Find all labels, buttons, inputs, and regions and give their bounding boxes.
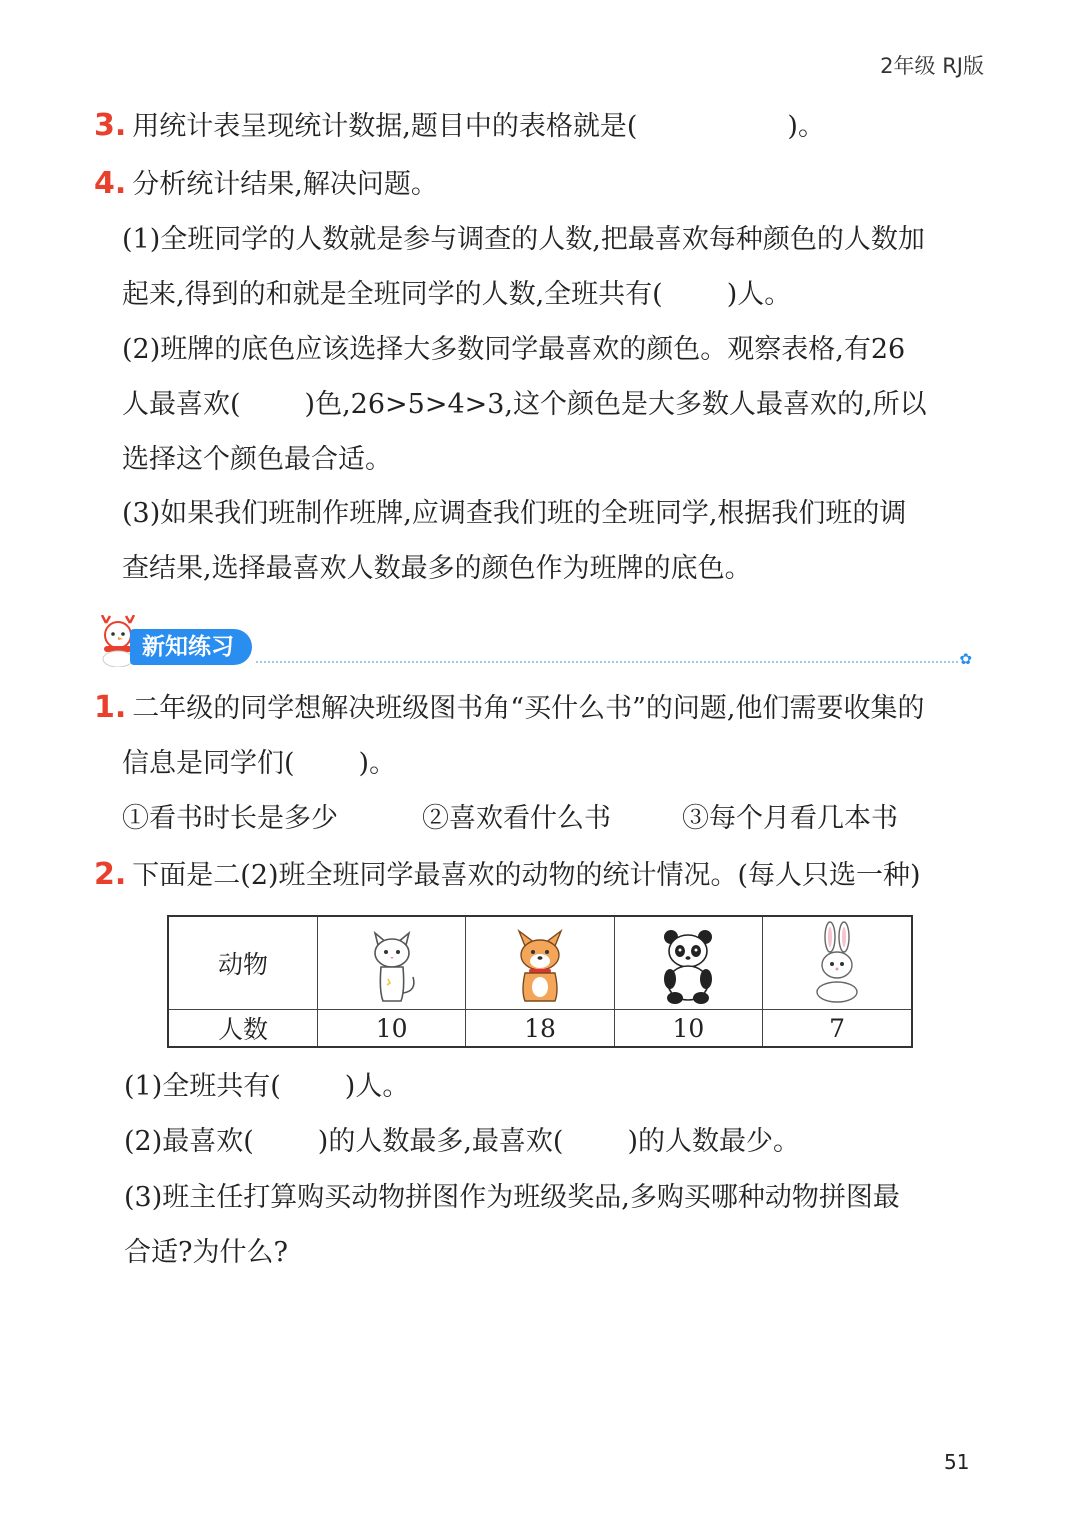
sub-question-1 bbox=[124, 1067, 1080, 1107]
answer-paragraph-line: (1)全班同学的人数就是参与调查的人数,把最喜欢每种颜色的人数加 bbox=[122, 224, 925, 255]
option-row bbox=[122, 799, 1080, 839]
question-text: 信息是同学们( bbox=[122, 748, 295, 779]
answer-paragraph-line: (3)如果我们班制作班牌,应调查我们班的全班同学,根据我们班的调 bbox=[122, 498, 907, 529]
answer-paragraph-line: 查结果,选择最喜欢人数最多的颜色作为班牌的底色。 bbox=[122, 553, 752, 584]
table-cell bbox=[763, 916, 912, 1010]
question-number: 4. bbox=[94, 166, 127, 201]
panda-icon bbox=[653, 921, 723, 1005]
count-cell: 7 bbox=[763, 1010, 912, 1048]
practice-question-1 bbox=[94, 688, 1080, 729]
cat-icon bbox=[357, 921, 427, 1005]
count-cell: 10 bbox=[318, 1010, 466, 1048]
count-cell: 10 bbox=[614, 1010, 762, 1048]
paragraph-text: )人。 bbox=[726, 279, 792, 310]
grade-edition-label: 2年级 RJ版 bbox=[880, 54, 984, 78]
option-2[interactable]: ②喜欢看什么书 bbox=[422, 803, 611, 834]
question-text: 下面是二(2)班全班同学最喜欢的动物的统计情况。(每人只选一种) bbox=[132, 860, 921, 891]
answer-paragraph-line: 选择这个颜色最合适。 bbox=[122, 444, 392, 475]
question-line bbox=[122, 744, 1080, 784]
review-question-4 bbox=[94, 164, 1080, 205]
sub-question-2 bbox=[124, 1122, 1080, 1162]
paragraph-text: 人最喜欢( bbox=[122, 389, 241, 420]
paragraph-text: )色,26>5>4>3,这个颜色是大多数人最喜欢的,所以 bbox=[304, 389, 927, 420]
section-banner bbox=[96, 615, 976, 667]
row-header: 人数 bbox=[168, 1010, 318, 1048]
flower-icon: ✿ bbox=[959, 650, 972, 668]
count-cell: 18 bbox=[466, 1010, 614, 1048]
question-text-end: )。 bbox=[787, 111, 825, 142]
section-title: 新知练习 bbox=[130, 629, 252, 665]
question-number: 2. bbox=[94, 857, 127, 892]
table-row bbox=[168, 916, 912, 1010]
question-text: )的人数最多,最喜欢( bbox=[317, 1126, 564, 1157]
table-cell bbox=[318, 916, 466, 1010]
table-cell bbox=[466, 916, 614, 1010]
question-number: 1. bbox=[94, 690, 127, 725]
question-text: 分析统计结果,解决问题。 bbox=[132, 169, 438, 200]
question-text: )人。 bbox=[344, 1071, 410, 1102]
question-text: 二年级的同学想解决班级图书角“买什么书”的问题,他们需要收集的 bbox=[132, 693, 925, 724]
question-text: (1)全班共有( bbox=[124, 1071, 281, 1102]
animal-statistics-table bbox=[167, 915, 913, 1048]
answer-paragraph-line bbox=[122, 385, 1080, 425]
option-3[interactable]: ③每个月看几本书 bbox=[682, 803, 898, 834]
question-text: (2)最喜欢( bbox=[124, 1126, 254, 1157]
question-text: )的人数最少。 bbox=[627, 1126, 800, 1157]
row-header: 动物 bbox=[168, 916, 318, 1010]
dotted-divider bbox=[256, 661, 958, 663]
practice-question-2 bbox=[94, 855, 1080, 896]
question-text: )。 bbox=[358, 748, 397, 779]
rabbit-icon bbox=[802, 921, 872, 1005]
answer-paragraph-line bbox=[122, 275, 1080, 315]
shiba-dog-icon bbox=[505, 921, 575, 1005]
answer-paragraph-line: (2)班牌的底色应该选择大多数同学最喜欢的颜色。观察表格,有26 bbox=[122, 334, 906, 365]
sub-question-3-line2: 合适?为什么? bbox=[124, 1237, 288, 1268]
review-question-3 bbox=[94, 106, 1080, 147]
question-number: 3. bbox=[94, 108, 127, 143]
table-row bbox=[168, 1010, 912, 1048]
paragraph-text: 起来,得到的和就是全班同学的人数,全班共有( bbox=[122, 279, 663, 310]
table-cell bbox=[614, 916, 762, 1010]
question-text: 用统计表呈现统计数据,题目中的表格就是( bbox=[132, 111, 638, 142]
sub-question-3: (3)班主任打算购买动物拼图作为班级奖品,多购买哪种动物拼图最 bbox=[124, 1182, 900, 1213]
option-1[interactable]: ①看书时长是多少 bbox=[122, 803, 338, 834]
page-number: 51 bbox=[944, 1450, 970, 1474]
